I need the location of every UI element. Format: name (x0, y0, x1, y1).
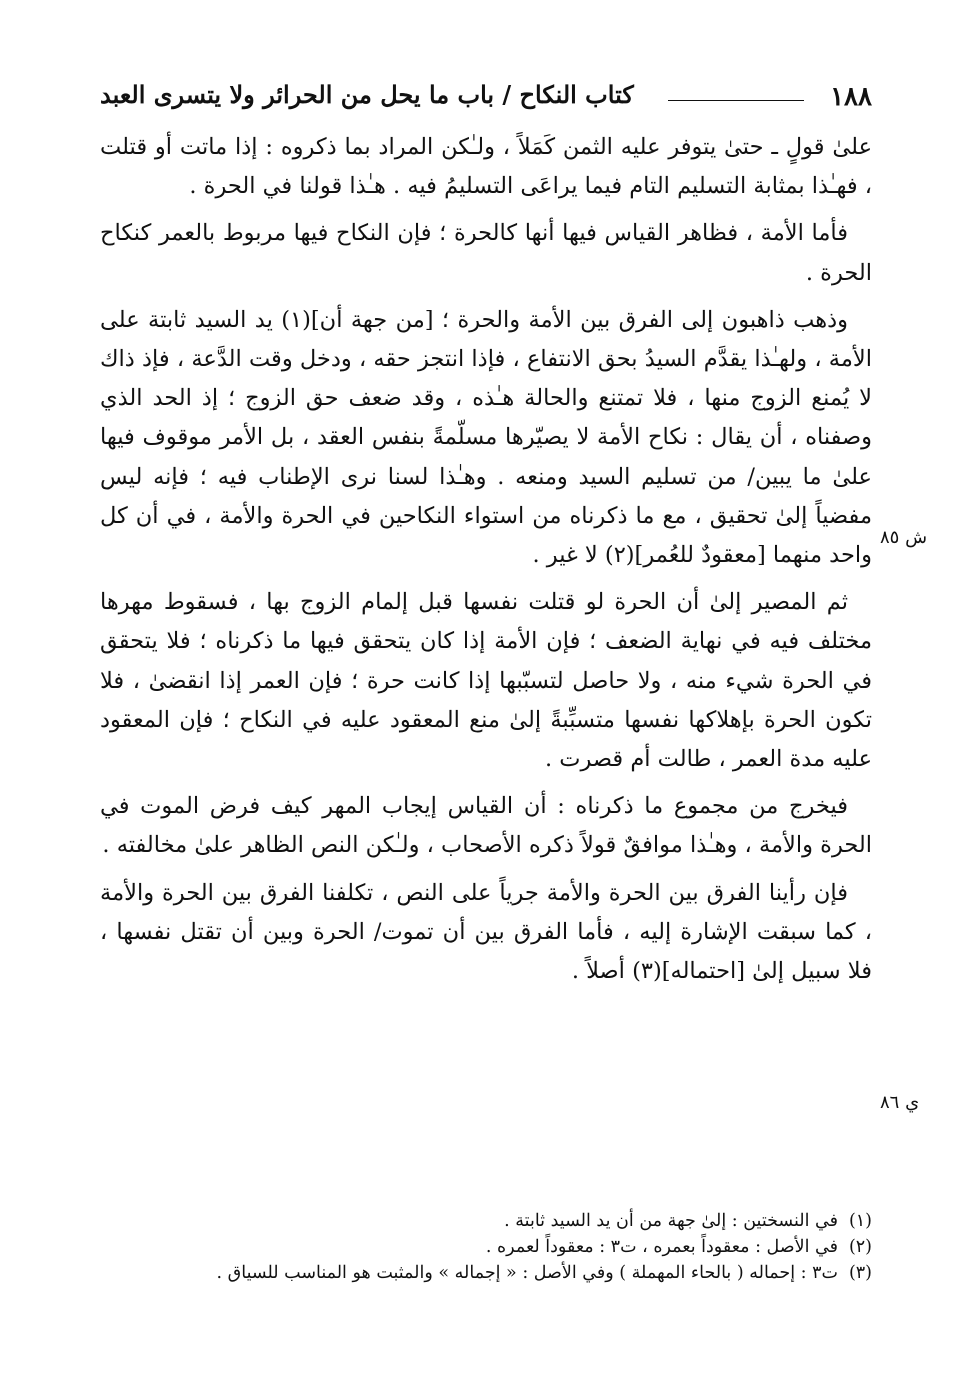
paragraph: وذهب ذاهبون إلى الفرق بين الأمة والحرة ؛ [من جهة أن](١) يد السيد ثابتة على الأمة ، ولهـٰذا يقدَّم السيدُ بحق الانتفاع ، فإذا انتجز حقه ، ودخل وقت الدَّعة ، فإذ ذاك لا يُمنع الزوج منها ، فلا تمتنع والحالة هـٰذه ، وقد ضعف حق الزوج ؛ إذ الحد الذي وصفناه ، أن يقال : نكاح الأمة لا يصيّرها مسلّمةً بنفس العقد ، بل الأمر موقوف فيها علىٰ ما يبين/ من تسليم السيد ومنعه . وهـٰذا لسنا نرى الإطناب فيه ؛ فإنه ليس مفضياً إلىٰ تحقيق ، مع ما ذكرناه من استواء النكاحين في الحرة والأمة ، في أن كل واحد منهما [معقودٌ للعُمر](٢) لا غير . (100, 306, 872, 569)
footnote-number: (٣) (848, 1263, 872, 1283)
paragraph: فأما الأمة ، فظاهر القياس فيها أنها كالحرة ؛ فإن النكاح فيها مربوط بالعمر كنكاح الحرة . (100, 220, 872, 286)
header-title: كتاب النكاح / باب ما يحل من الحرائر ولا يتسرى العبد (100, 80, 634, 109)
footnotes (130, 1208, 872, 1286)
footnote-number: (٢) (848, 1237, 872, 1257)
paragraph: علىٰ قولٍ ـ حتىٰ يتوفر عليه الثمن كَمَلاً ، ولـٰكن المراد بما ذكروه : إذا ماتت أو قتلت ، فهـٰذا بمثابة التسليم التام فيما يراعَى التسليمُ فيه . هـٰذا قولنا في الحرة . (100, 134, 872, 200)
paragraph: ثم المصير إلىٰ أن الحرة لو قتلت نفسها قبل إلمام الزوج بها ، فسقوط مهرها مختلف فيه في نهاية الضعف ؛ فإن الأمة إذا كان يتحقق فيها ما ذكرناه ؛ فلا يتحقق في الحرة شيء منه ، ولا حاصل لتسبّبها إذا كانت حرة ؛ فإن العمر إذا انقضىٰ ، فلا تكون الحرة بإهلاكها نفسها متسبِّبةً إلىٰ منع المعقود عليه في النكاح ؛ فإن المعقود عليه مدة العمر ، طالت أم قصرت . (100, 589, 872, 773)
footnote (130, 1208, 872, 1234)
running-header (100, 80, 872, 124)
footnote-text: في الأصل : معقوداً بعمره ، ت٣ : معقوداً لعمره . (485, 1237, 838, 1257)
footnote-number: (١) (848, 1211, 872, 1231)
paragraph: فيخرج من مجموع ما ذكرناه : أن القياس إيجاب المهر كيف فرض الموت في الحرة والأمة ، وهـٰذا موافقٌ قولاً ذكره الأصحاب ، ولـٰكن النص الظاهر علىٰ مخالفته . (100, 793, 872, 859)
main-text (100, 128, 872, 999)
footnote (130, 1260, 872, 1286)
footnote-text: ت٣ : إحماله ( بالحاء المهملة ) وفي الأصل : « إجماله » والمثبت هو المناسب للسياق . (216, 1263, 838, 1283)
margin-note: ش ٨٥ (880, 527, 928, 548)
footnote-text: في النسختين : إلىٰ جهة من أن يد السيد ثابتة . (504, 1211, 838, 1231)
header-rule (668, 100, 804, 101)
margin-note: ي ٨٦ (880, 1092, 920, 1113)
paragraph: فإن رأينا الفرق بين الحرة والأمة جرياً على النص ، تكلفنا الفرق بين الحرة والأمة ، كما سبقت الإشارة إليه ، فأما الفرق بين أن تموت/ الحرة وبين أن تقتل نفسها ، فلا سبيل إلىٰ [احتماله](٣) أصلاً . (100, 879, 872, 985)
page-number: ١٨٨ (830, 82, 872, 112)
footnote (130, 1234, 872, 1260)
